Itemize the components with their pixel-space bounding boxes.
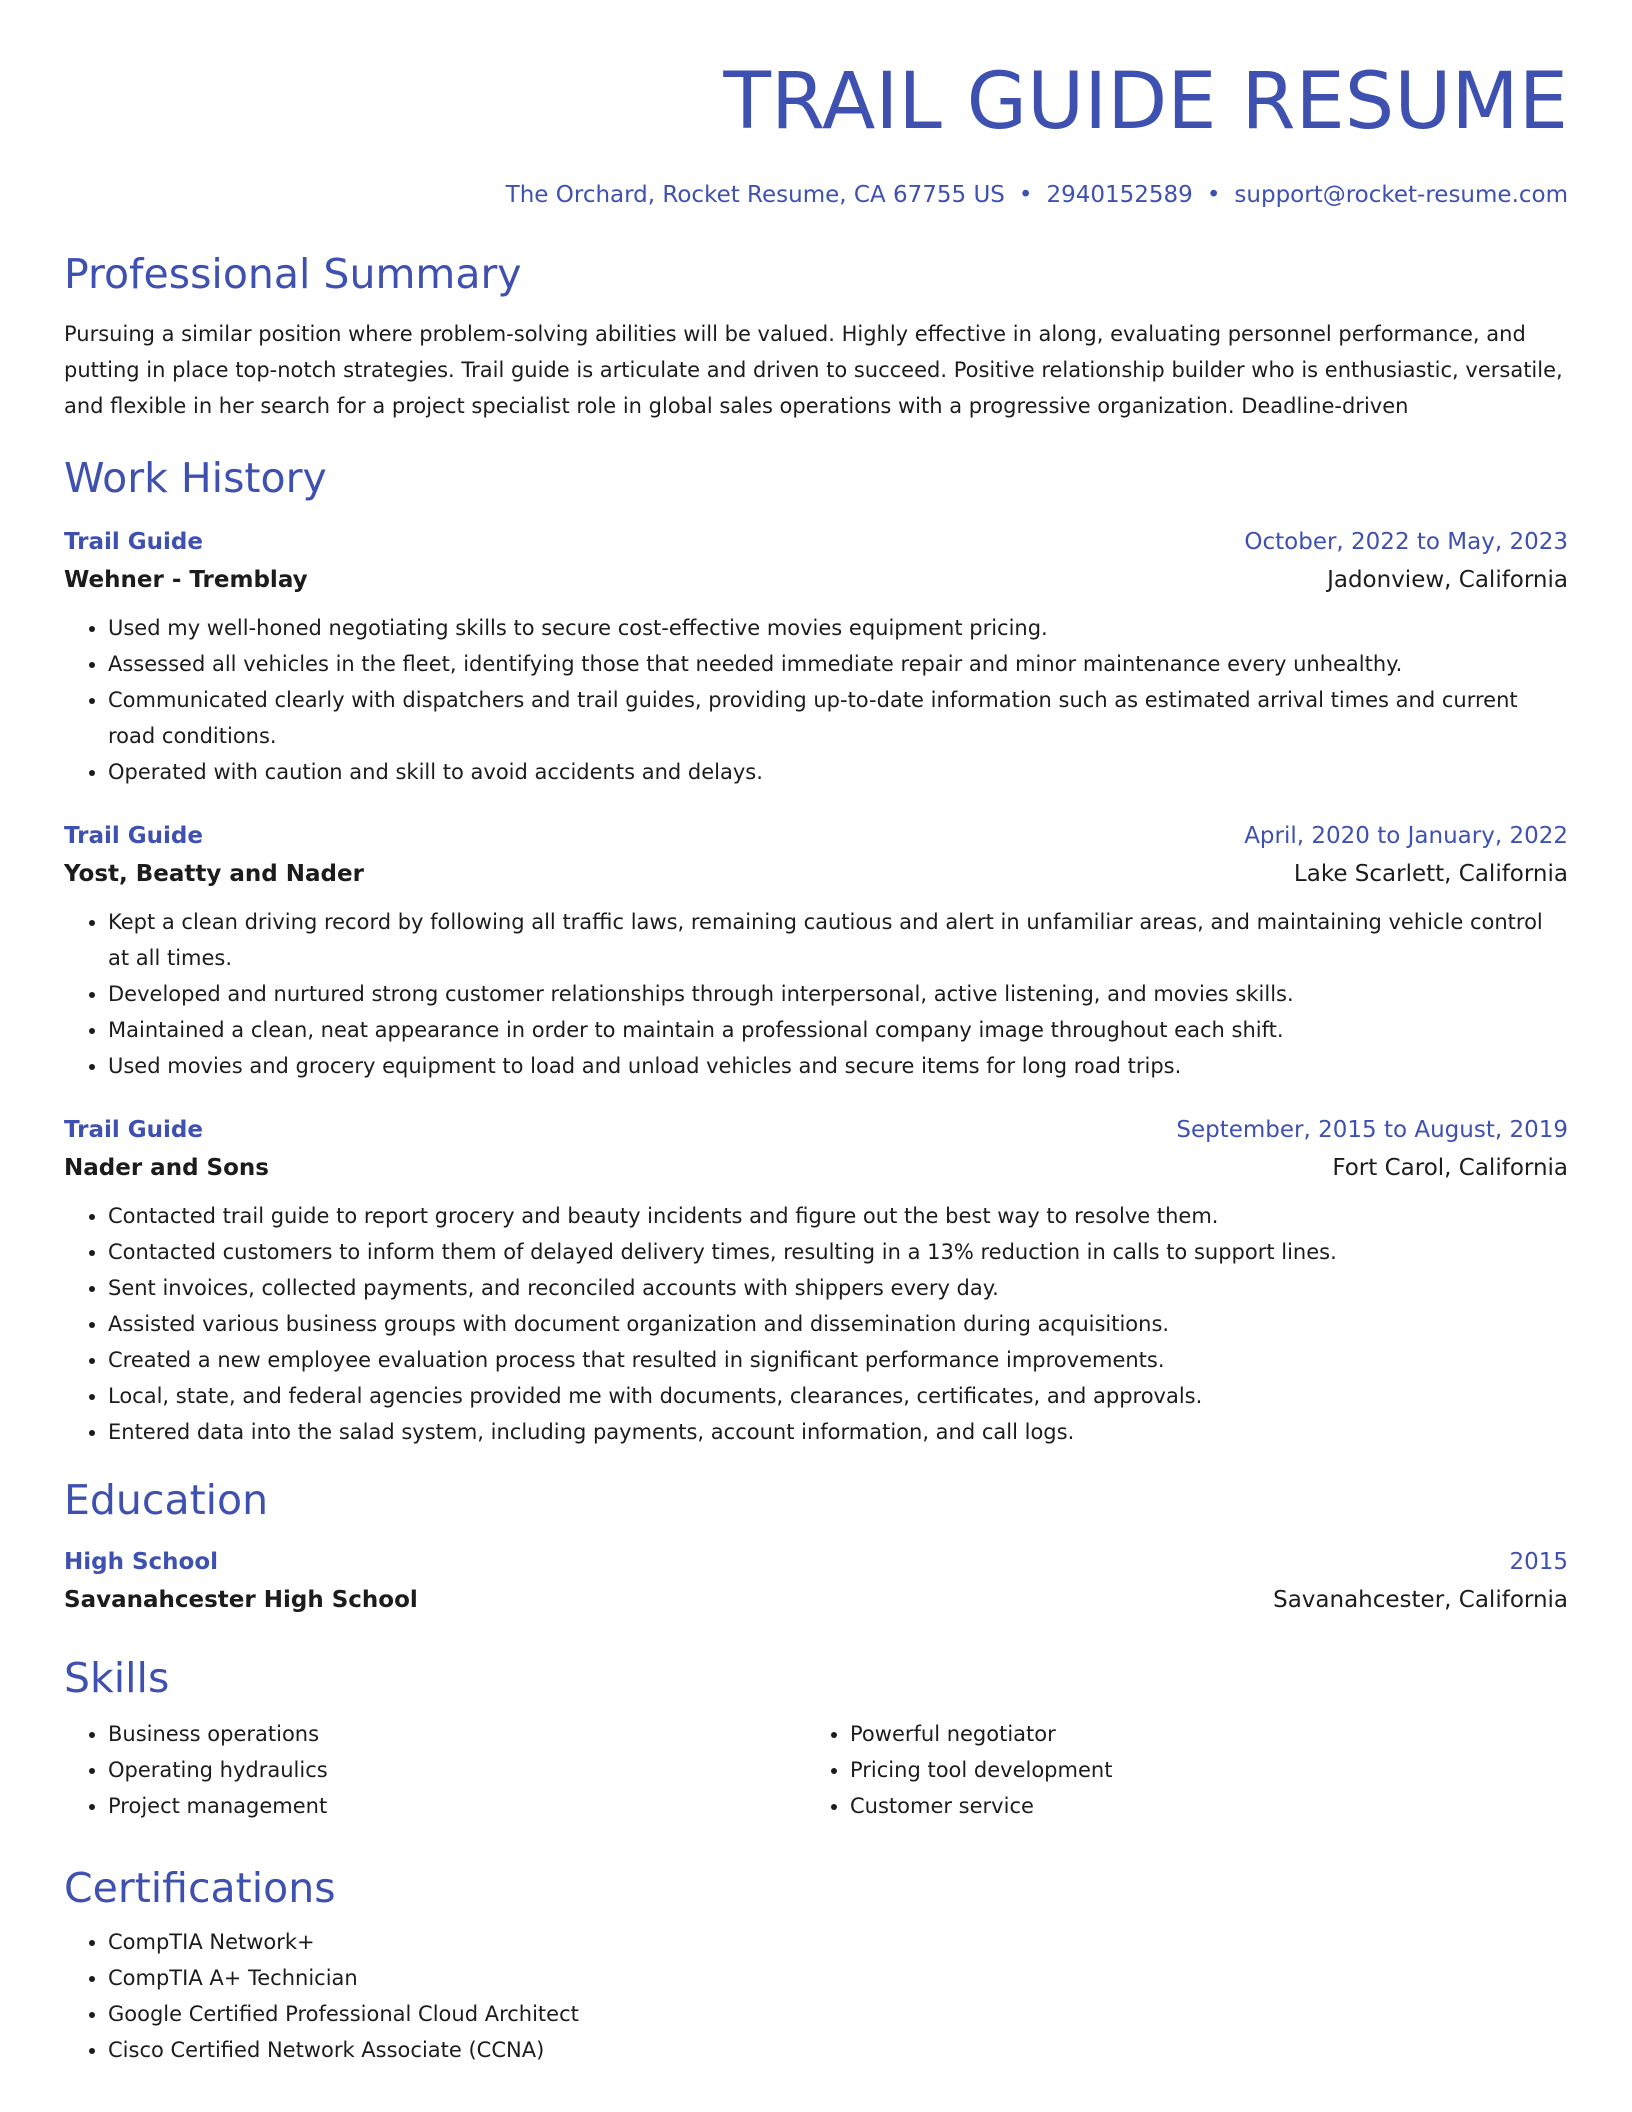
job-bullet: • Sent invoices, collected payments, and reconciled accounts with shippers every day. — [108, 1270, 1568, 1306]
certification-item: • CompTIA Network+ — [108, 1924, 1568, 1960]
job-entry — [64, 524, 1568, 790]
job-bullet: • Contacted customers to inform them of delayed delivery times, resulting in a 13% reduction in calls to support lines. — [108, 1234, 1568, 1270]
job-employer: Wehner - Tremblay — [64, 567, 308, 593]
certification-item: • Cisco Certified Network Associate (CCNA) — [108, 2032, 1568, 2068]
contact-email[interactable]: support@rocket-resume.com — [1234, 182, 1568, 208]
job-employer: Yost, Beatty and Nader — [64, 861, 364, 887]
job-bullet: • Local, state, and federal agencies provided me with documents, clearances, certificates, and approvals. — [108, 1378, 1568, 1414]
job-bullet: • Assisted various business groups with document organization and dissemination during acquisitions. — [108, 1306, 1568, 1342]
skills-column-right — [806, 1716, 1548, 1824]
skills-list — [806, 1716, 1548, 1824]
job-bullet: • Developed and nurtured strong customer relationships through interpersonal, active listening, and movies skills. — [108, 976, 1568, 1012]
skill-item: • Operating hydraulics — [108, 1752, 806, 1788]
job-title: Trail Guide — [64, 1117, 203, 1143]
education-entry — [64, 1544, 1568, 1620]
job-dates: September, 2015 to August, 2019 — [1176, 1117, 1568, 1143]
summary-text: Pursuing a similar position where problem-solving abilities will be valued. Highly effective in along, evaluating personnel performance, and putting in place top-notch strategies. Trail guide is articulate and driven to succeed. Positive relationship builder who is enthusiastic, versatile, and flexible in her search for a project specialist role in global sales operations with a progressive organization. Deadline-driven — [64, 322, 1563, 418]
job-title: Trail Guide — [64, 823, 203, 849]
job-location: Jadonview, California — [1327, 567, 1568, 593]
skill-item: • Powerful negotiator — [850, 1716, 1548, 1752]
job-bullets — [64, 1198, 1568, 1450]
job-employer: Nader and Sons — [64, 1155, 269, 1181]
contact-address: The Orchard, Rocket Resume, CA 67755 US — [505, 182, 1005, 208]
job-bullet: • Entered data into the salad system, including payments, account information, and call logs. — [108, 1414, 1568, 1450]
section-heading-skills: Skills — [64, 1654, 170, 1702]
job-bullet: • Assessed all vehicles in the fleet, identifying those that needed immediate repair and minor maintenance every unhealthy. — [108, 646, 1568, 682]
job-dates: October, 2022 to May, 2023 — [1244, 529, 1568, 555]
job-entry — [64, 818, 1568, 1084]
contact-phone: 2940152589 — [1046, 182, 1193, 208]
certification-item: • Google Certified Professional Cloud Architect — [108, 1996, 1568, 2032]
job-bullet: • Used my well-honed negotiating skills to secure cost-effective movies equipment pricing. — [108, 610, 1568, 646]
education-degree: High School — [64, 1549, 219, 1575]
job-entry — [64, 1112, 1568, 1450]
skills-column-left — [64, 1716, 806, 1824]
skill-item: • Customer service — [850, 1788, 1548, 1824]
skills-list — [64, 1716, 806, 1824]
resume-title: TRAIL GUIDE RESUME — [723, 57, 1568, 147]
resume-page — [64, 0, 1568, 2068]
section-heading-certifications: Certifications — [64, 1864, 336, 1912]
section-heading-education: Education — [64, 1476, 269, 1524]
job-location: Fort Carol, California — [1332, 1155, 1568, 1181]
contact-separator: • — [1206, 182, 1221, 208]
section-heading-work-history: Work History — [64, 454, 327, 502]
certification-item: • CompTIA A+ Technician — [108, 1960, 1568, 1996]
skill-item: • Project management — [108, 1788, 806, 1824]
certifications-list — [64, 1924, 1568, 2068]
job-bullets — [64, 610, 1568, 790]
job-bullet: • Communicated clearly with dispatchers and trail guides, providing up-to-date information such as estimated arrival times and current road conditions. — [108, 682, 1568, 754]
skills-grid — [64, 1716, 1568, 1824]
job-bullet: • Used movies and grocery equipment to load and unload vehicles and secure items for long road trips. — [108, 1048, 1568, 1084]
job-location: Lake Scarlett, California — [1293, 861, 1568, 887]
section-heading-summary: Professional Summary — [64, 250, 522, 298]
job-title: Trail Guide — [64, 529, 203, 555]
job-bullet: • Contacted trail guide to report grocery and beauty incidents and figure out the best way to resolve them. — [108, 1198, 1568, 1234]
job-bullet: • Created a new employee evaluation process that resulted in significant performance improvements. — [108, 1342, 1568, 1378]
education-location: Savanahcester, California — [1273, 1587, 1568, 1613]
skill-item: • Pricing tool development — [850, 1752, 1548, 1788]
job-bullet: • Kept a clean driving record by following all traffic laws, remaining cautious and alert in unfamiliar areas, and maintaining vehicle control at all times. — [108, 904, 1568, 976]
contact-line — [64, 180, 1568, 210]
job-bullets — [64, 904, 1568, 1084]
skill-item: • Business operations — [108, 1716, 806, 1752]
job-dates: April, 2020 to January, 2022 — [1244, 823, 1568, 849]
contact-separator: • — [1018, 182, 1033, 208]
job-bullet: • Maintained a clean, neat appearance in order to maintain a professional company image throughout each shift. — [108, 1012, 1568, 1048]
education-year: 2015 — [1509, 1549, 1568, 1575]
job-bullet: • Operated with caution and skill to avoid accidents and delays. — [108, 754, 1568, 790]
education-school: Savanahcester High School — [64, 1587, 418, 1613]
